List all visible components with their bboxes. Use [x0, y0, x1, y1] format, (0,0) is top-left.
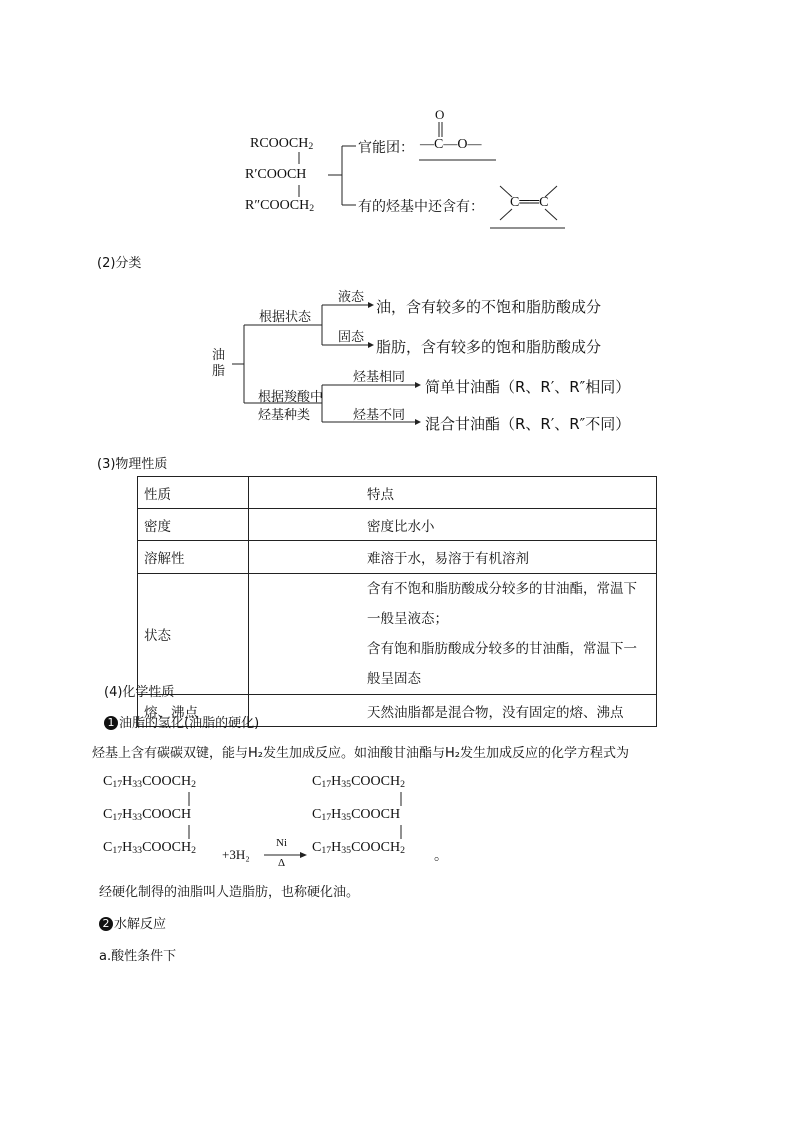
row-property: 溶解性: [138, 541, 249, 574]
branch-state-label: 根据状态: [259, 310, 312, 325]
table-row: [138, 574, 657, 695]
feature-line-2: 含有饱和脂肪酸成分较多的甘油酯，常温下一般呈固态: [367, 641, 637, 687]
product-line-1: $C_{17}H_{35}COOCH_2$: [312, 774, 405, 790]
hydrogenation-paragraph: 烃基上含有碳碳双键，能与H₂发生加成反应。如油酸甘油酯与H₂发生加成反应的化学方程式为: [92, 746, 629, 761]
reactant-line-1: $C_{17}H_{33}COOCH_2$: [103, 774, 196, 790]
hydrolysis-title: 2 水解反应: [99, 913, 166, 932]
classification-heading: (2)分类: [97, 256, 142, 271]
hydrogenation-title: 1 油脂的氢化(油脂的硬化): [104, 712, 259, 731]
carbon-double-bond: C══C: [510, 195, 549, 210]
product-line-2: $C_{17}H_{35}COOCH$: [312, 807, 401, 823]
hydrocarbon-label: 有的烃基中还含有：: [358, 199, 484, 215]
different-hydrocarbon-condition: 烃基不同: [353, 408, 406, 423]
functional-group-label: 官能团：: [358, 140, 414, 156]
ester-line-3: $R''COOCH_2$: [245, 198, 315, 214]
header-feature: 特点: [249, 477, 657, 509]
nickel-catalyst: Ni: [276, 837, 287, 849]
row-property: 熔、沸点: [138, 695, 249, 727]
simple-glyceride: 简单甘油酯（R、R′、R″相同）: [425, 378, 631, 396]
row-property: 状态: [138, 574, 249, 695]
same-hydrocarbon-condition: 烃基相同: [353, 370, 406, 385]
ester-line-2: R′COOCH: [245, 167, 307, 182]
row-feature: [249, 574, 657, 695]
branch-acid-label-1: 根据羧酸中: [258, 390, 324, 405]
number-1-badge: 1: [104, 716, 118, 730]
fat-description: 脂肪，含有较多的饱和脂肪酸成分: [376, 338, 602, 356]
hardened-oil-note: 经硬化制得的油脂叫人造脂肪，也称硬化油。: [99, 885, 360, 900]
header-property: 性质: [138, 477, 249, 509]
row-feature: 密度比水小: [249, 509, 657, 541]
liquid-condition: 液态: [338, 290, 365, 305]
row-feature: 天然油脂都是混合物，没有固定的熔、沸点: [249, 695, 657, 727]
solid-condition: 固态: [338, 330, 365, 345]
reactant-line-3: $C_{17}H_{33}COOCH_2$: [103, 840, 196, 856]
branch-acid-label-2: 烃基种类: [258, 408, 311, 423]
ester-line-1: $RCOOCH_2$: [250, 136, 314, 152]
feature-line-1: 含有不饱和脂肪酸成分较多的甘油酯，常温下一般呈液态；: [367, 581, 637, 627]
table-header-row: [138, 477, 657, 509]
physical-properties-table: [137, 476, 657, 727]
reactant-line-2: $C_{17}H_{33}COOCH$: [103, 807, 192, 823]
acidic-condition-heading: a.酸性条件下: [99, 949, 177, 964]
table-row: [138, 509, 657, 541]
number-2-badge: 2: [99, 917, 113, 931]
chemical-heading: (4)化学性质: [104, 685, 175, 700]
oil-description: 油，含有较多的不饱和脂肪酸成分: [376, 298, 602, 316]
tree-root: 油 脂: [212, 348, 226, 379]
equation-period: 。: [434, 848, 448, 864]
product-line-3: $C_{17}H_{35}COOCH_2$: [312, 840, 405, 856]
carbonyl-oxygen: O: [435, 107, 445, 122]
row-feature: 难溶于水，易溶于有机溶剂: [249, 541, 657, 574]
hydrogen-reactant: +3H₂: [222, 847, 250, 862]
ester-group-formula: —C—O—: [420, 137, 482, 152]
mixed-glyceride: 混合甘油酯（R、R′、R″不同）: [425, 415, 631, 433]
table-row: [138, 541, 657, 574]
heat-condition: Δ: [278, 857, 286, 869]
row-property: 密度: [138, 509, 249, 541]
physical-heading: (3)物理性质: [97, 457, 168, 472]
